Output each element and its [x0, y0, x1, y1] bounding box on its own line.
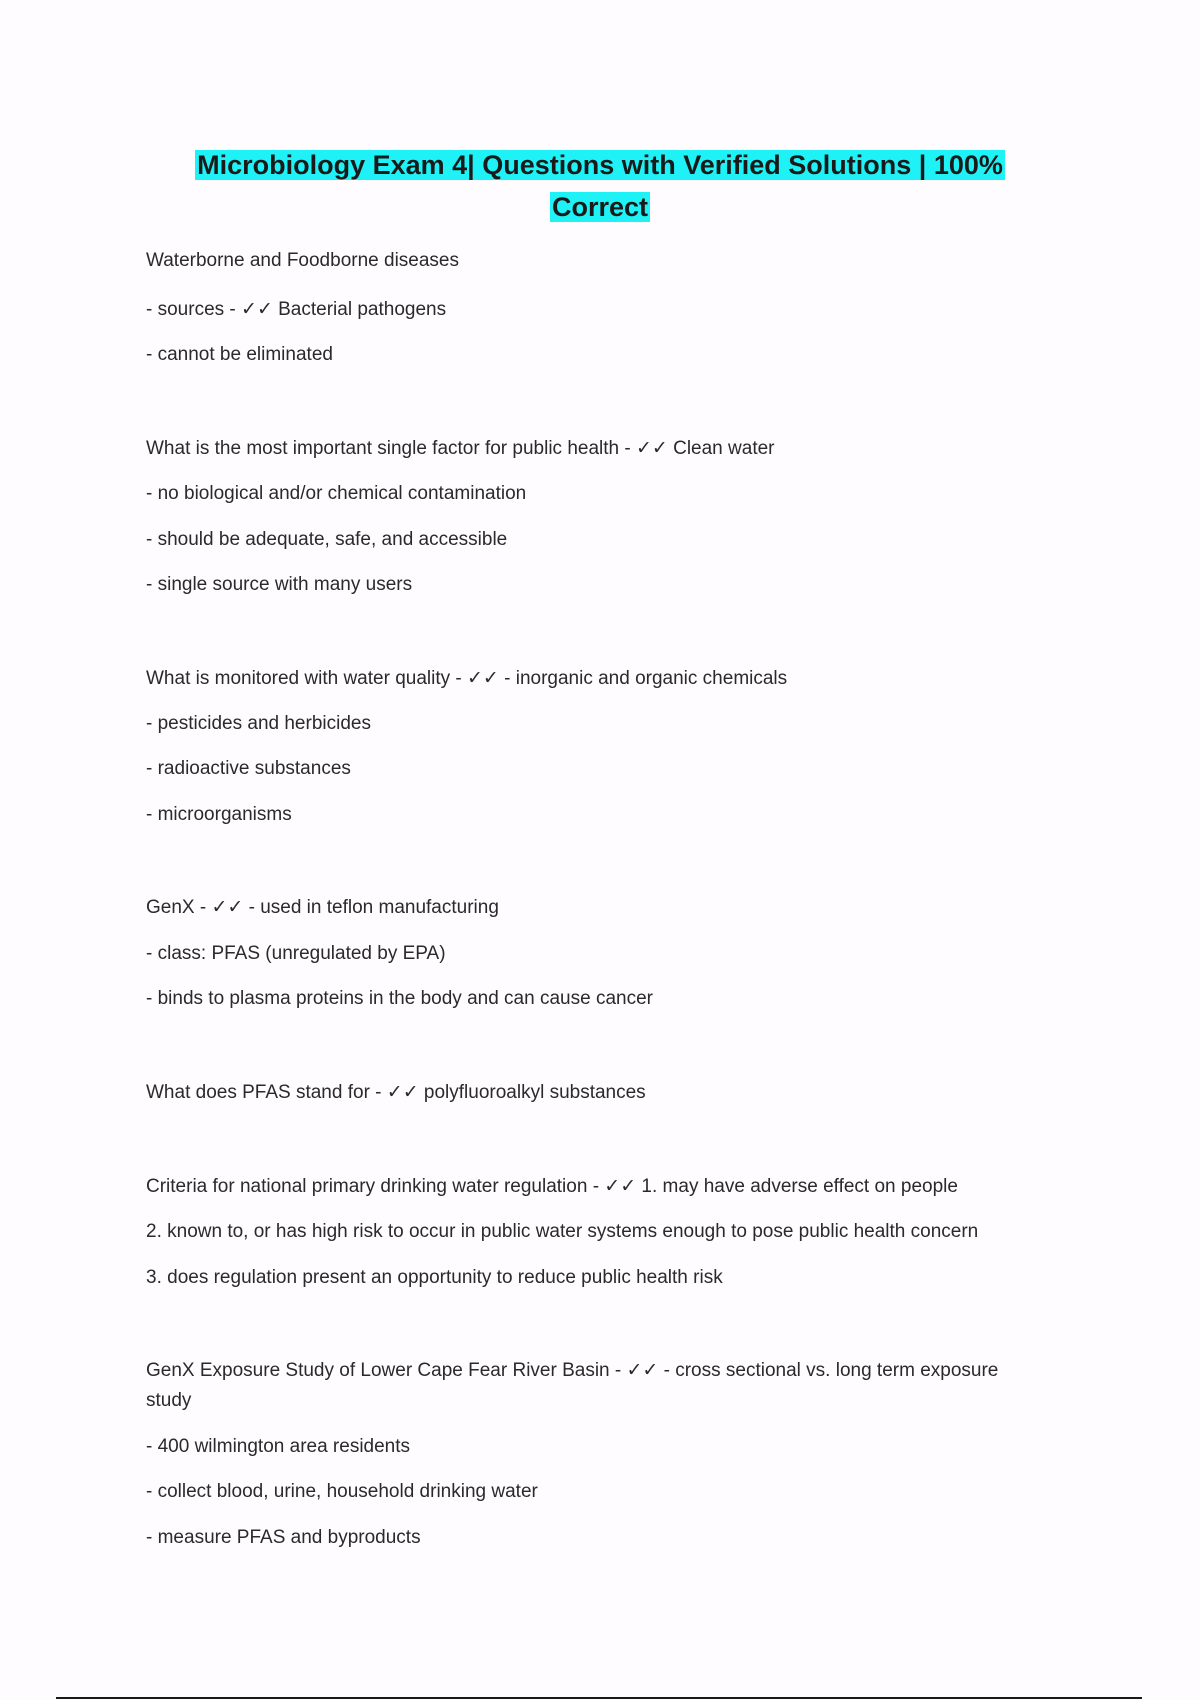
list-item: - cannot be eliminated: [146, 344, 333, 365]
page-title: [100, 144, 1100, 228]
question-drinking-water-criteria: Criteria for national primary drinking water regulation - ✓✓ 1. may have adverse effect on people: [146, 1176, 958, 1197]
list-item: - radioactive substances: [146, 758, 351, 779]
list-item: - microorganisms: [146, 804, 292, 825]
list-item: - measure PFAS and byproducts: [146, 1527, 421, 1548]
list-item: - pesticides and herbicides: [146, 713, 371, 734]
question-genx-exposure-study: GenX Exposure Study of Lower Cape Fear River Basin - ✓✓ - cross sectional vs. long term exposure study: [146, 1360, 999, 1411]
question-pfas: What does PFAS stand for - ✓✓ polyfluoroalkyl substances: [146, 1082, 646, 1103]
list-item: - single source with many users: [146, 574, 413, 595]
question-genx: GenX - ✓✓ - used in teflon manufacturing: [146, 897, 499, 918]
list-item: - collect blood, urine, household drinking water: [146, 1481, 538, 1502]
list-item: - 400 wilmington area residents: [146, 1436, 411, 1457]
footer-divider: [56, 1697, 1142, 1699]
title-line-1: Microbiology Exam 4| Questions with Verified Solutions | 100%: [197, 150, 1003, 180]
title-line-2: Correct: [551, 192, 649, 222]
list-item: - sources - ✓✓ Bacterial pathogens: [146, 299, 447, 320]
list-item: 3. does regulation present an opportunity to reduce public health risk: [146, 1267, 723, 1288]
section-heading-waterborne: Waterborne and Foodborne diseases: [146, 250, 459, 271]
list-item: - binds to plasma proteins in the body and can cause cancer: [146, 988, 653, 1009]
question-water-quality: What is monitored with water quality - ✓✓ - inorganic and organic chemicals: [146, 668, 788, 689]
list-item: 2. known to, or has high risk to occur in public water systems enough to pose public health concern: [146, 1221, 979, 1242]
question-public-health: What is the most important single factor for public health - ✓✓ Clean water: [146, 438, 775, 459]
list-item: - should be adequate, safe, and accessible: [146, 529, 508, 550]
list-item: - class: PFAS (unregulated by EPA): [146, 943, 446, 964]
list-item: - no biological and/or chemical contamination: [146, 483, 527, 504]
